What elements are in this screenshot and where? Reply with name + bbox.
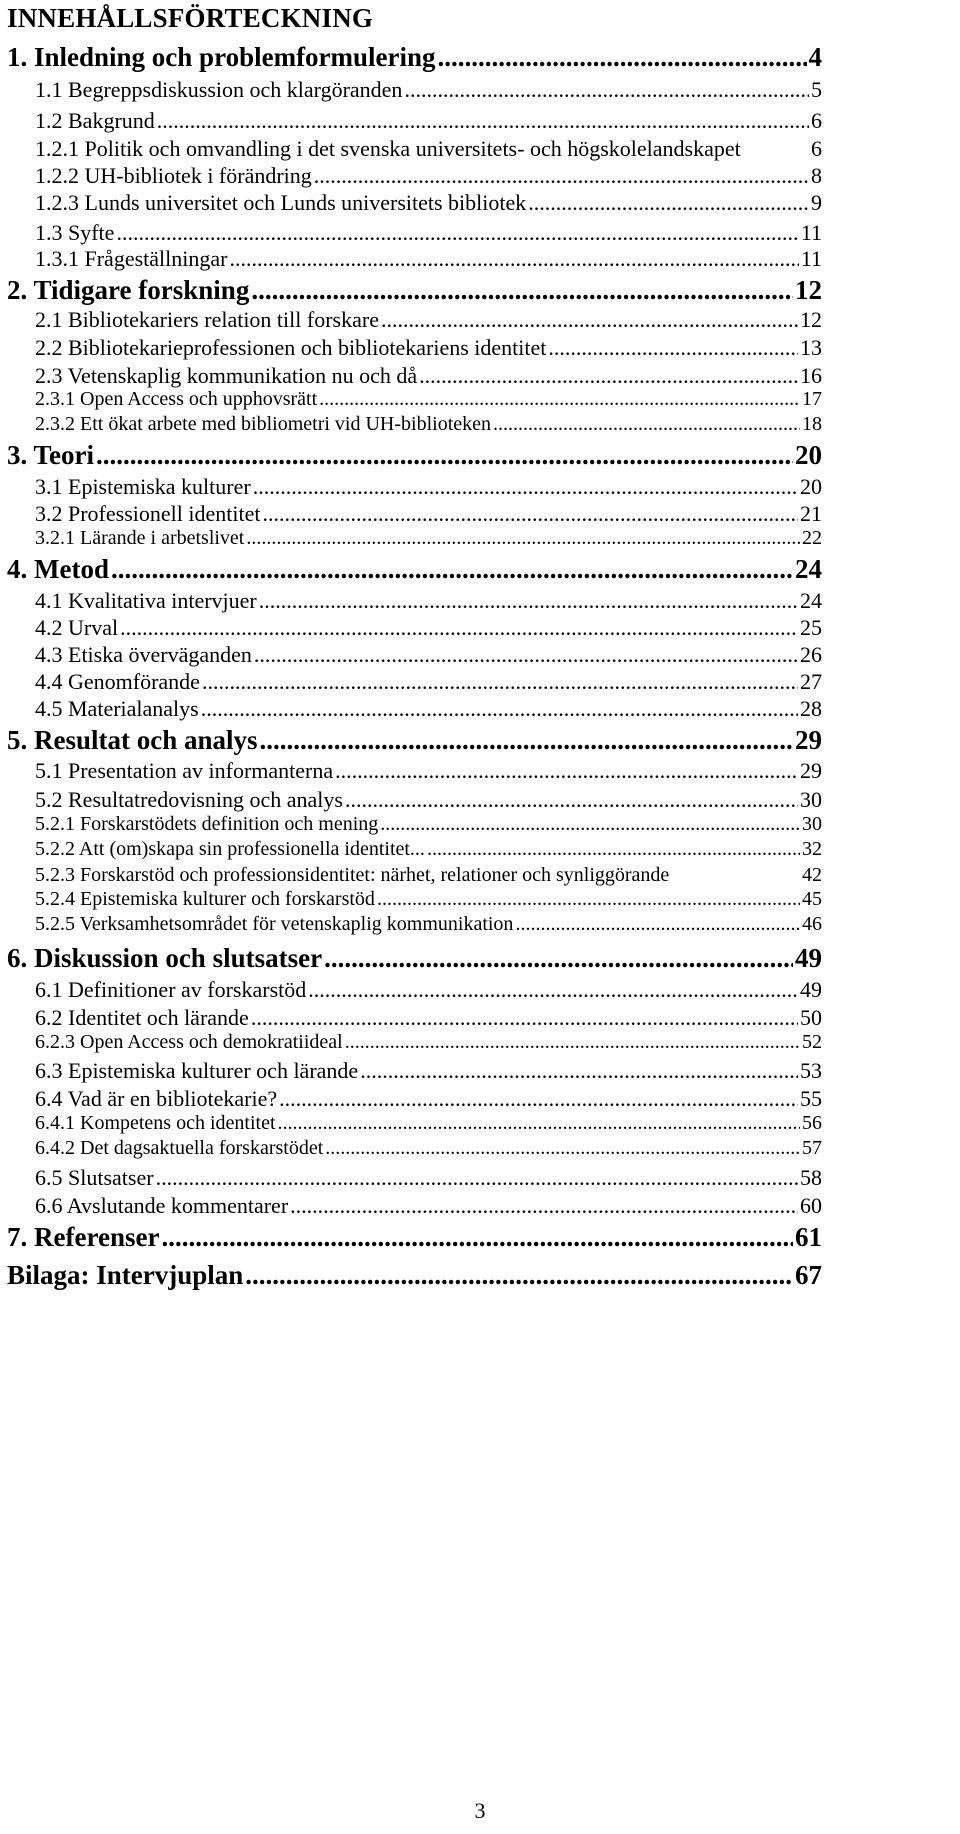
toc-entry: [35, 335, 822, 361]
toc-entry: [35, 696, 822, 722]
toc-dot-leader: [254, 642, 798, 668]
toc-entry: [35, 163, 822, 189]
toc-entry-page: 8: [811, 163, 822, 188]
toc-entry: [35, 615, 822, 641]
toc-entry-title: 2. Tidigare forskning: [7, 275, 250, 305]
toc-entry-page: 67: [795, 1260, 822, 1290]
toc-entry-page: 17: [802, 388, 822, 410]
toc-entry-title: 2.3.2 Ett ökat arbete med bibliometri vid UH-biblioteken: [35, 413, 492, 435]
toc-entry-page: 4: [808, 42, 822, 72]
toc-dot-leader: [229, 246, 798, 272]
toc-dot-leader: [324, 943, 793, 974]
toc-entry: [35, 864, 822, 888]
toc-entry-title: 5.2.5 Verksamhetsområdet för vetenskaplig kommunikation: [35, 913, 514, 935]
toc-entry-page: 25: [800, 615, 822, 640]
toc-dot-leader: [314, 163, 809, 189]
toc-entry-page: 55: [800, 1086, 822, 1111]
toc-entry-page: 24: [795, 554, 822, 584]
toc-entry-page: 28: [800, 696, 822, 721]
toc-dot-leader: [278, 1112, 800, 1135]
toc-entry: [35, 588, 822, 614]
toc-dot-leader: [493, 413, 800, 436]
toc-entry: [35, 1112, 822, 1136]
toc-entry: [35, 501, 822, 527]
toc-entry-title: 4.2 Urval: [35, 615, 119, 640]
toc-dot-leader: [120, 615, 798, 641]
toc-entry-title: 5. Resultat och analys: [7, 725, 258, 755]
toc-entry-page: 6: [811, 108, 822, 133]
toc-entry-page: 20: [795, 440, 822, 470]
toc-entry-page: 11: [800, 246, 822, 271]
toc-entry: [35, 190, 822, 216]
toc-entry: [35, 1086, 822, 1112]
toc-entry: [35, 413, 822, 437]
toc-entry: [7, 554, 822, 586]
toc-entry: [35, 1193, 822, 1219]
toc-dot-leader: [319, 388, 800, 411]
toc-dot-leader: [427, 838, 800, 861]
toc-entry-title: 6.6 Avslutande kommentarer: [35, 1193, 289, 1218]
toc-entry-title: 1.2 Bakgrund: [35, 108, 155, 133]
toc-entry: [35, 888, 822, 912]
toc-dot-leader: [381, 307, 798, 333]
toc-entry-page: 45: [802, 888, 822, 910]
toc-entry-title: 4.3 Etiska överväganden: [35, 642, 252, 667]
toc-entry-title: 1. Inledning och problemformulering: [7, 42, 436, 72]
toc-entry-title: 1.3 Syfte: [35, 220, 115, 245]
toc-entry-title: 1.2.1 Politik och omvandling i det svenska universitets- och högskolelandskapet: [35, 136, 741, 161]
toc-entry-page: 46: [802, 913, 822, 935]
toc-entry-title: 6.2.3 Open Access och demokratiideal: [35, 1031, 343, 1053]
toc-entry-title: 6. Diskussion och slutsatser: [7, 943, 323, 973]
toc-entry: [35, 669, 822, 695]
toc-entry-page: 26: [800, 642, 822, 667]
toc-entry-title: 6.4.1 Kompetens och identitet: [35, 1112, 276, 1134]
toc-entry-page: 22: [802, 527, 822, 549]
toc-entry-title: 3.2.1 Lärande i arbetslivet: [35, 527, 245, 549]
toc-entry-title: 4.1 Kvalitativa intervjuer: [35, 588, 257, 613]
toc-dot-leader: [290, 1193, 798, 1219]
toc-dot-leader: [438, 42, 807, 73]
toc-entry-page: 56: [802, 1112, 822, 1134]
toc-entry: [35, 246, 822, 272]
toc-dot-leader: [259, 588, 798, 614]
toc-entry-page: 27: [800, 669, 822, 694]
toc-entry: [35, 136, 822, 162]
toc-entry-page: 24: [800, 588, 822, 613]
toc-entry: [35, 1058, 822, 1084]
toc-entry: [7, 1260, 822, 1292]
toc-entry: [35, 307, 822, 333]
toc-entry-title: 6.2 Identitet och lärande: [35, 1005, 249, 1030]
toc-entry-title: 6.4.2 Det dagsaktuella forskarstödet: [35, 1137, 324, 1159]
toc-entry-title: 2.2 Bibliotekarieprofessionen och bibliotekariens identitet: [35, 335, 547, 360]
toc-entry-title: 6.3 Epistemiska kulturer och lärande: [35, 1058, 359, 1083]
toc-dot-leader: [380, 813, 800, 836]
toc-entry: [35, 1165, 822, 1191]
toc-entry: [35, 913, 822, 937]
toc-dot-leader: [404, 77, 809, 103]
toc-entry: [35, 838, 822, 862]
toc-entry-title: 5.2.1 Forskarstödets definition och mening: [35, 813, 379, 835]
toc-entry-title: 4.4 Genomförande: [35, 669, 200, 694]
toc-dot-leader: [345, 787, 798, 813]
toc-entry-title: 3.2 Professionell identitet: [35, 501, 261, 526]
toc-entry-title: 5.1 Presentation av informanterna: [35, 758, 334, 783]
toc-entry: [7, 1222, 822, 1254]
toc-entry-title: 5.2 Resultatredovisning och analys: [35, 787, 343, 812]
toc-dot-leader: [156, 1165, 798, 1191]
toc-entry-page: 16: [800, 363, 822, 388]
toc-dot-leader: [251, 275, 793, 306]
toc-entry: [35, 758, 822, 784]
toc-entry: [35, 474, 822, 500]
toc-dot-leader: [308, 977, 798, 1003]
toc-entry-title: 5.2.3 Forskarstöd och professionsidentitet: närhet, relationer och synliggörande: [35, 864, 670, 886]
page-number: 3: [474, 1798, 486, 1823]
toc-dot-leader: [161, 1222, 793, 1253]
toc-entry-title: 6.5 Slutsatser: [35, 1165, 154, 1190]
toc-entry-title: 1.3.1 Frågeställningar: [35, 246, 228, 271]
toc-entry-page: 5: [811, 77, 822, 102]
toc-entry-title: 5.2.4 Epistemiska kulturer och forskarstöd: [35, 888, 375, 910]
toc-entry-page: 6: [811, 136, 822, 161]
toc-dot-leader: [246, 527, 800, 550]
toc-dot-leader: [116, 220, 798, 246]
toc-entry-title: 2.3 Vetenskaplig kommunikation nu och då: [35, 363, 418, 388]
toc-dot-leader: [260, 725, 793, 756]
toc-entry-page: 30: [800, 787, 822, 812]
toc-entry: [35, 1137, 822, 1161]
toc-entry-page: 61: [795, 1222, 822, 1252]
toc-entry: [7, 440, 822, 472]
toc-entry: [35, 787, 822, 813]
toc-dot-leader: [345, 1031, 800, 1054]
toc-entry-page: 13: [800, 335, 822, 360]
toc-entry-page: 20: [800, 474, 822, 499]
toc-heading: INNEHÅLLSFÖRTECKNING: [7, 3, 374, 33]
toc-entry: [7, 725, 822, 757]
toc-dot-leader: [201, 696, 798, 722]
toc-dot-leader: [96, 440, 793, 471]
toc-dot-leader: [251, 1005, 798, 1031]
toc-dot-leader: [157, 108, 809, 134]
toc-entry-page: 49: [800, 977, 822, 1002]
toc-entry-title: 2.1 Bibliotekariers relation till forskare: [35, 307, 379, 332]
toc-dot-leader: [279, 1086, 798, 1112]
toc-entry-page: 9: [811, 190, 822, 215]
toc-entry: [35, 108, 822, 134]
toc-dot-leader: [515, 913, 800, 936]
toc-entry: [35, 1005, 822, 1031]
toc-entry: [7, 943, 822, 975]
toc-dot-leader: [377, 888, 800, 911]
toc-entry-title: 1.1 Begreppsdiskussion och klargöranden: [35, 77, 403, 102]
toc-entry: [35, 388, 822, 412]
toc-dot-leader: [360, 1058, 798, 1084]
toc-dot-leader: [325, 1137, 800, 1160]
toc-entry: [35, 977, 822, 1003]
toc-entry-title: 6.1 Definitioner av forskarstöd: [35, 977, 307, 1002]
toc-entry-page: 11: [800, 220, 822, 245]
toc-entry-page: 12: [800, 307, 822, 332]
toc-entry: [35, 363, 822, 389]
toc-entry-page: 29: [795, 725, 822, 755]
toc-entry-title: 7. Referenser: [7, 1222, 160, 1252]
toc-entry-page: 30: [802, 813, 822, 835]
toc-entry-title: 4.5 Materialanalys: [35, 696, 199, 721]
toc-dot-leader: [419, 363, 798, 389]
toc-entry-title: 5.2.2 Att (om)skapa sin professionella identitet...: [35, 838, 425, 860]
toc-entry-page: 58: [800, 1165, 822, 1190]
toc-entry-page: 29: [800, 758, 822, 783]
toc-entry-title: Bilaga: Intervjuplan: [7, 1260, 244, 1290]
toc-entry-title: 3.1 Epistemiska kulturer: [35, 474, 251, 499]
toc-entry-page: 50: [800, 1005, 822, 1030]
toc-dot-leader: [528, 190, 809, 216]
toc-dot-leader: [335, 758, 798, 784]
toc-dot-leader: [202, 669, 798, 695]
toc-entry-page: 53: [800, 1058, 822, 1083]
toc-entry-page: 32: [802, 838, 822, 860]
toc-dot-leader: [253, 474, 798, 500]
toc-entry: [7, 275, 822, 307]
toc-entry-page: 49: [795, 943, 822, 973]
toc-entry-title: 2.3.1 Open Access och upphovsrätt: [35, 388, 318, 410]
toc-entry: [35, 77, 822, 103]
toc-dot-leader: [111, 554, 793, 585]
toc-entry: [35, 813, 822, 837]
toc-entry-page: 52: [802, 1031, 822, 1053]
toc-entry-page: 21: [800, 501, 822, 526]
toc-entry-page: 12: [795, 275, 822, 305]
toc-dot-leader: [262, 501, 798, 527]
toc-entry: [35, 642, 822, 668]
toc-entry-page: 18: [802, 413, 822, 435]
toc-entry: [7, 42, 822, 74]
toc-entry-title: 6.4 Vad är en bibliotekarie?: [35, 1086, 278, 1111]
toc-entry-title: 1.2.3 Lunds universitet och Lunds universitets bibliotek: [35, 190, 527, 215]
toc-entry-title: 1.2.2 UH-bibliotek i förändring: [35, 163, 312, 188]
toc-entry-page: 57: [802, 1137, 822, 1159]
toc-entry: [35, 220, 822, 246]
toc-entry-title: 4. Metod: [7, 554, 109, 584]
toc-dot-leader: [548, 335, 798, 361]
toc-entry: [35, 1031, 822, 1055]
toc-entry-page: 42: [802, 864, 822, 886]
toc-dot-leader: [245, 1260, 793, 1291]
toc-entry-page: 60: [800, 1193, 822, 1218]
toc-entry: [35, 527, 822, 551]
toc-entry-title: 3. Teori: [7, 440, 95, 470]
